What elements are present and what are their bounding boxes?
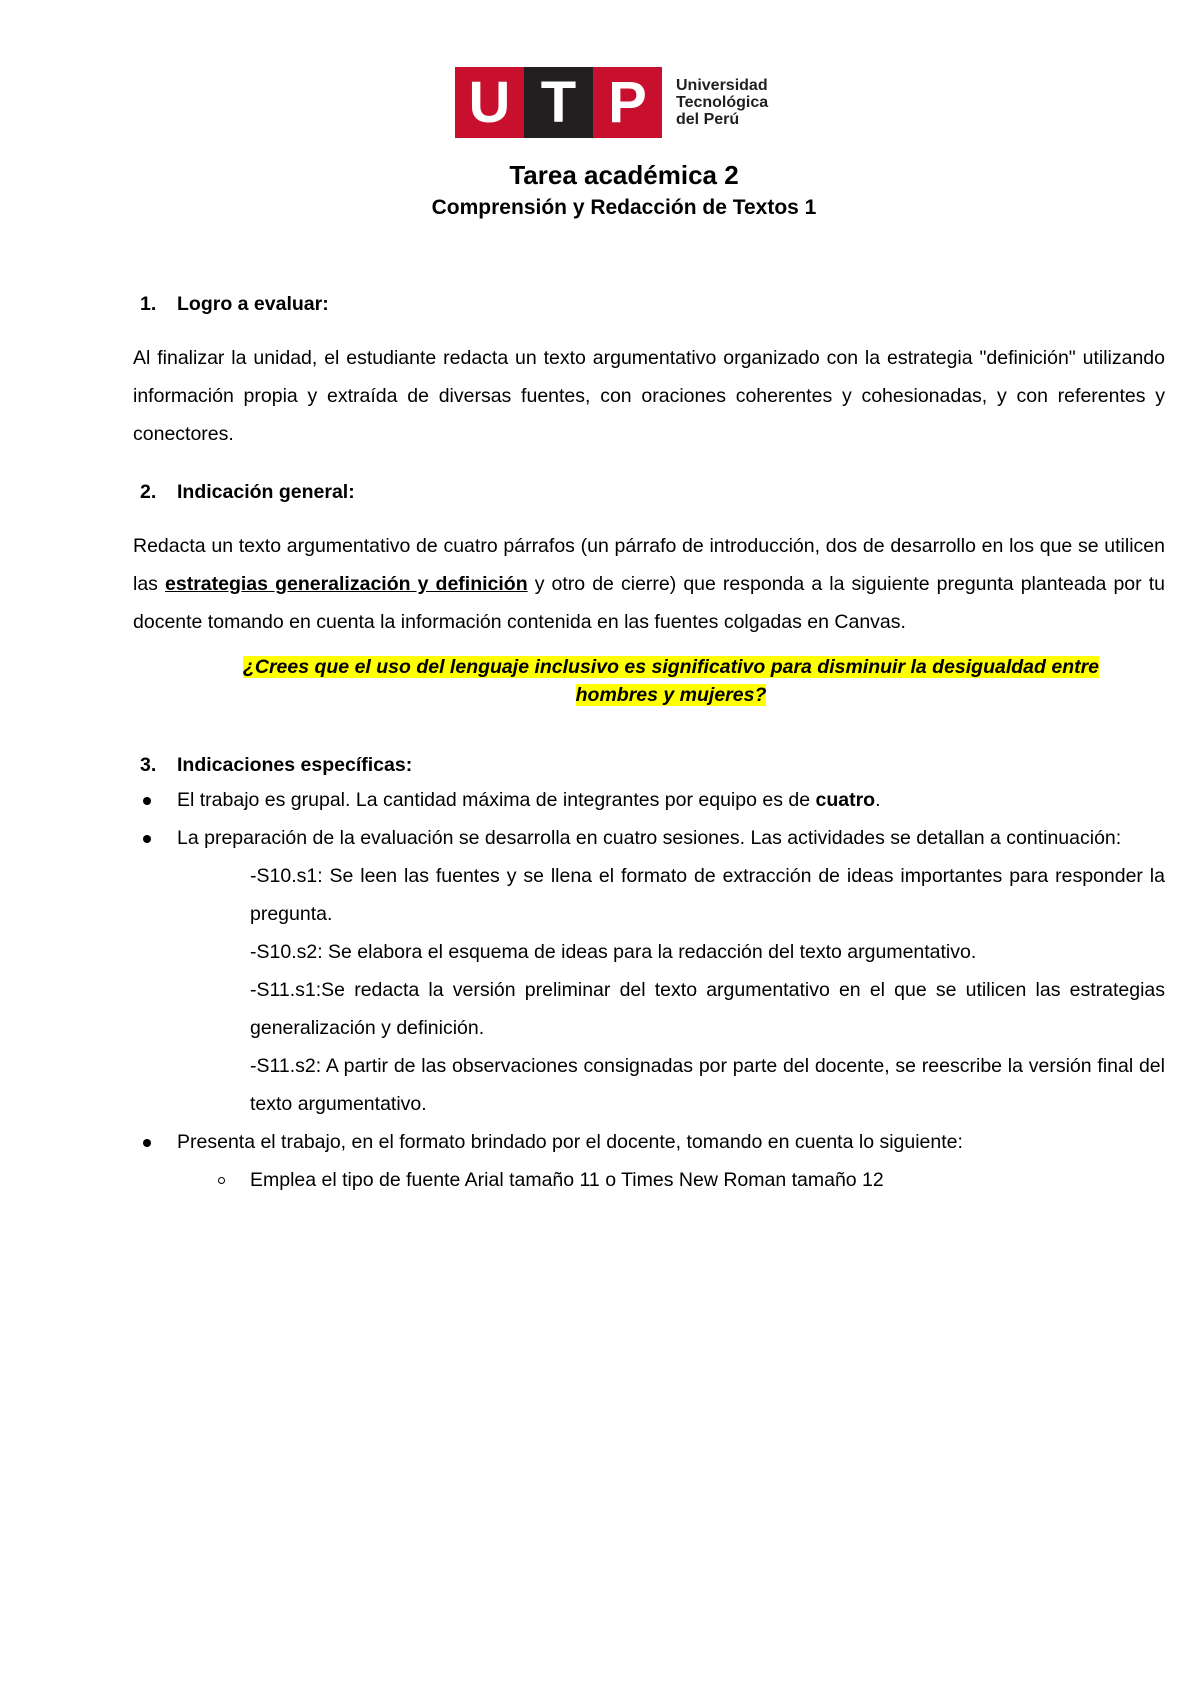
session-s10-s2: -S10.s2: Se elabora el esquema de ideas para la redacción del texto argumentativo.	[250, 941, 977, 963]
question-line-2: hombres y mujeres?	[575, 684, 767, 706]
sub-bullet-1-text: Emplea el tipo de fuente Arial tamaño 11 o Times New Roman tamaño 12	[250, 1169, 884, 1191]
utp-logo	[455, 67, 768, 138]
logo-letter-u: U	[455, 67, 524, 138]
bullet-item-sessions	[133, 819, 1165, 857]
bullet-3-text: Presenta el trabajo, en el formato brindado por el docente, tomando en cuenta lo siguiente:	[177, 1131, 963, 1153]
bullet-item-group-work	[133, 781, 1165, 819]
session-s10-s1: -S10.s1: Se leen las fuentes y se llena el formato de extracción de ideas importantes para responder la pregunta.	[250, 865, 1165, 925]
section-1-heading	[133, 290, 1165, 318]
logo-letter-t: T	[524, 67, 593, 138]
bullet-2-text: La preparación de la evaluación se desarrolla en cuatro sesiones. Las actividades se detallan a continuación:	[177, 827, 1122, 849]
logo-line-1: Universidad	[676, 77, 768, 94]
document-title: Tarea académica 2	[509, 160, 739, 190]
section-3-number: 3.	[140, 754, 157, 776]
section-1-title: Logro a evaluar:	[177, 293, 329, 315]
bullet-item-presentation	[133, 1123, 1165, 1161]
bullet-1-text-before: El trabajo es grupal. La cantidad máxima de integrantes por equipo es de	[177, 789, 816, 811]
section-2-heading	[133, 478, 1165, 506]
section-2-strategies-emphasis: estrategias generalización y definición	[165, 573, 528, 595]
guiding-question	[177, 653, 1165, 709]
section-2-paragraph	[133, 527, 1165, 641]
section-2-title: Indicación general:	[177, 481, 355, 503]
question-line-1: ¿Crees que el uso del lenguaje inclusivo es significativo para disminuir la desigualdad entre	[242, 656, 1100, 678]
bullet-1-text-after: .	[875, 789, 881, 811]
document-subtitle: Comprensión y Redacción de Textos 1	[431, 196, 817, 219]
logo-line-2: Tecnológica	[676, 94, 769, 111]
section-2-number: 2.	[140, 481, 157, 503]
bullet-1-bold: cuatro	[815, 789, 876, 811]
section-1-number: 1.	[140, 293, 157, 315]
session-s11-s1: -S11.s1:Se redacta la versión preliminar del texto argumentativo en el que se utilicen las estrategias generalización y definición.	[250, 979, 1165, 1039]
section-3-title: Indicaciones específicas:	[177, 754, 413, 776]
session-s11-s2: -S11.s2: A partir de las observaciones consignadas por parte del docente, se reescribe la versión final del texto argumentativo.	[250, 1055, 1165, 1115]
section-3-heading	[133, 751, 1165, 779]
bullet-dot-icon	[143, 797, 151, 805]
logo-wordmark	[676, 77, 768, 128]
logo-letter-p: P	[593, 67, 662, 138]
logo-line-3: del Perú	[676, 111, 740, 128]
section-2-text-after: y otro de cierre) que responda a la siguiente pregunta planteada por tu docente tomando en cuenta la información contenida en las fuentes colgadas en Canvas.	[133, 573, 1165, 633]
logo-letter-block	[455, 67, 662, 138]
bullet-dot-icon	[143, 835, 151, 843]
hollow-circle-bullet-icon	[218, 1177, 225, 1184]
sub-bullet-font-requirement	[133, 1161, 1165, 1199]
section-1-paragraph: Al finalizar la unidad, el estudiante redacta un texto argumentativo organizado con la estrategia "definición" utilizando información propia y extraída de diversas fuentes, con oraciones coherentes y cohesionadas, y con referentes y conectores.	[133, 347, 1165, 445]
document-body	[133, 290, 1165, 1199]
bullet-dot-icon	[143, 1139, 151, 1147]
section-2-text-before: Redacta un texto argumentativo de cuatro párrafos (un párrafo de introducción, dos de desarrollo en los que se utilicen las	[133, 535, 1165, 595]
